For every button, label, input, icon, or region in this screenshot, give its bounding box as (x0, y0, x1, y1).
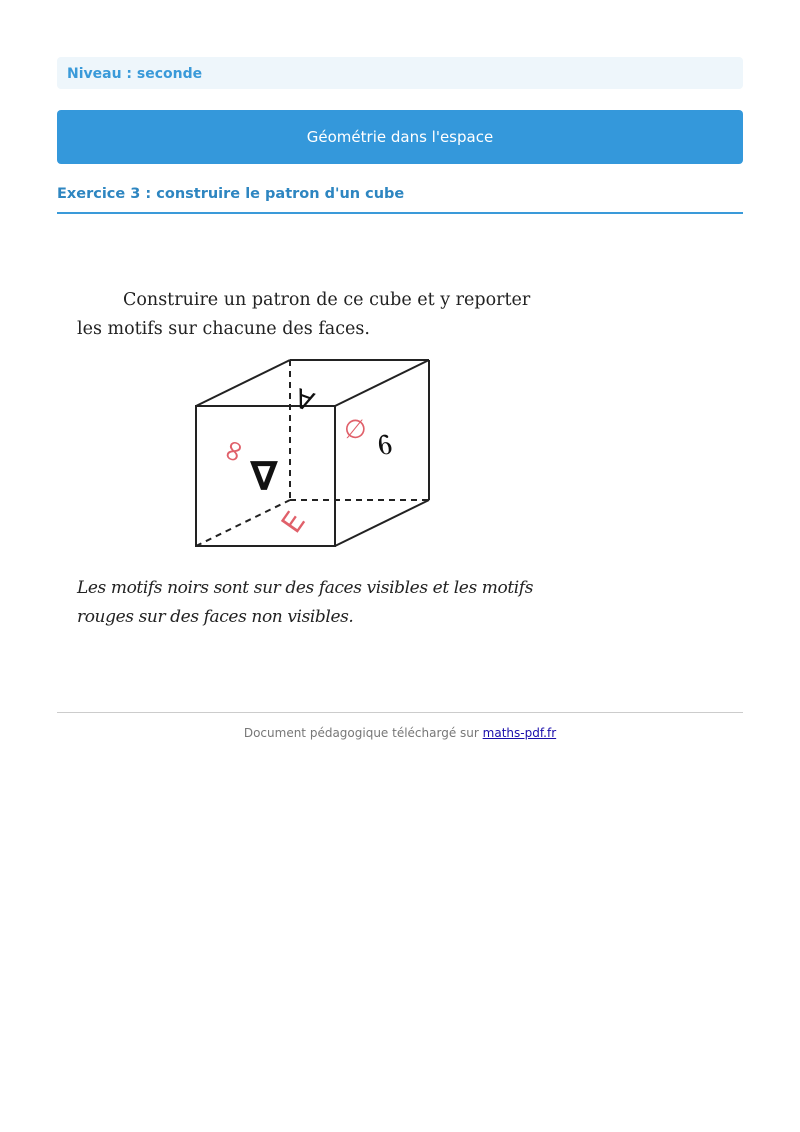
motif-front-black: ∇ (250, 454, 278, 500)
level-box (57, 57, 743, 89)
cube-edge (335, 360, 429, 406)
footer (0, 726, 800, 740)
cube-edge (335, 500, 429, 546)
cube-edge (196, 360, 290, 406)
level-label: Niveau : seconde (67, 66, 203, 82)
cube-figure (180, 350, 450, 560)
cube-hidden-edge (196, 500, 290, 546)
exercise-statement: Construire un patron de ce cube et y reporter les motifs sur chacune des faces. (77, 290, 531, 339)
motif-top: A (291, 381, 319, 416)
motif-bottom-red: E (274, 505, 312, 540)
motif-front-red: ∞ (212, 433, 255, 469)
exercise-title: Exercice 3 : construire le patron d'un cube (57, 186, 405, 202)
footer-link[interactable]: maths-pdf.fr (482, 726, 557, 740)
motif-right-black: ∂ (377, 427, 393, 462)
topic-banner (57, 110, 743, 164)
motif-right-red: ∅ (344, 415, 367, 445)
footer-text: Document pédagogique téléchargé sur (243, 726, 479, 740)
exercise-note: Les motifs noirs sont sur des faces visibles et les motifs rouges sur des faces non visibles. (77, 578, 534, 627)
footer-rule (57, 712, 743, 713)
exercise-title-rule (57, 212, 743, 214)
topic-title: Géométrie dans l'espace (306, 128, 494, 146)
